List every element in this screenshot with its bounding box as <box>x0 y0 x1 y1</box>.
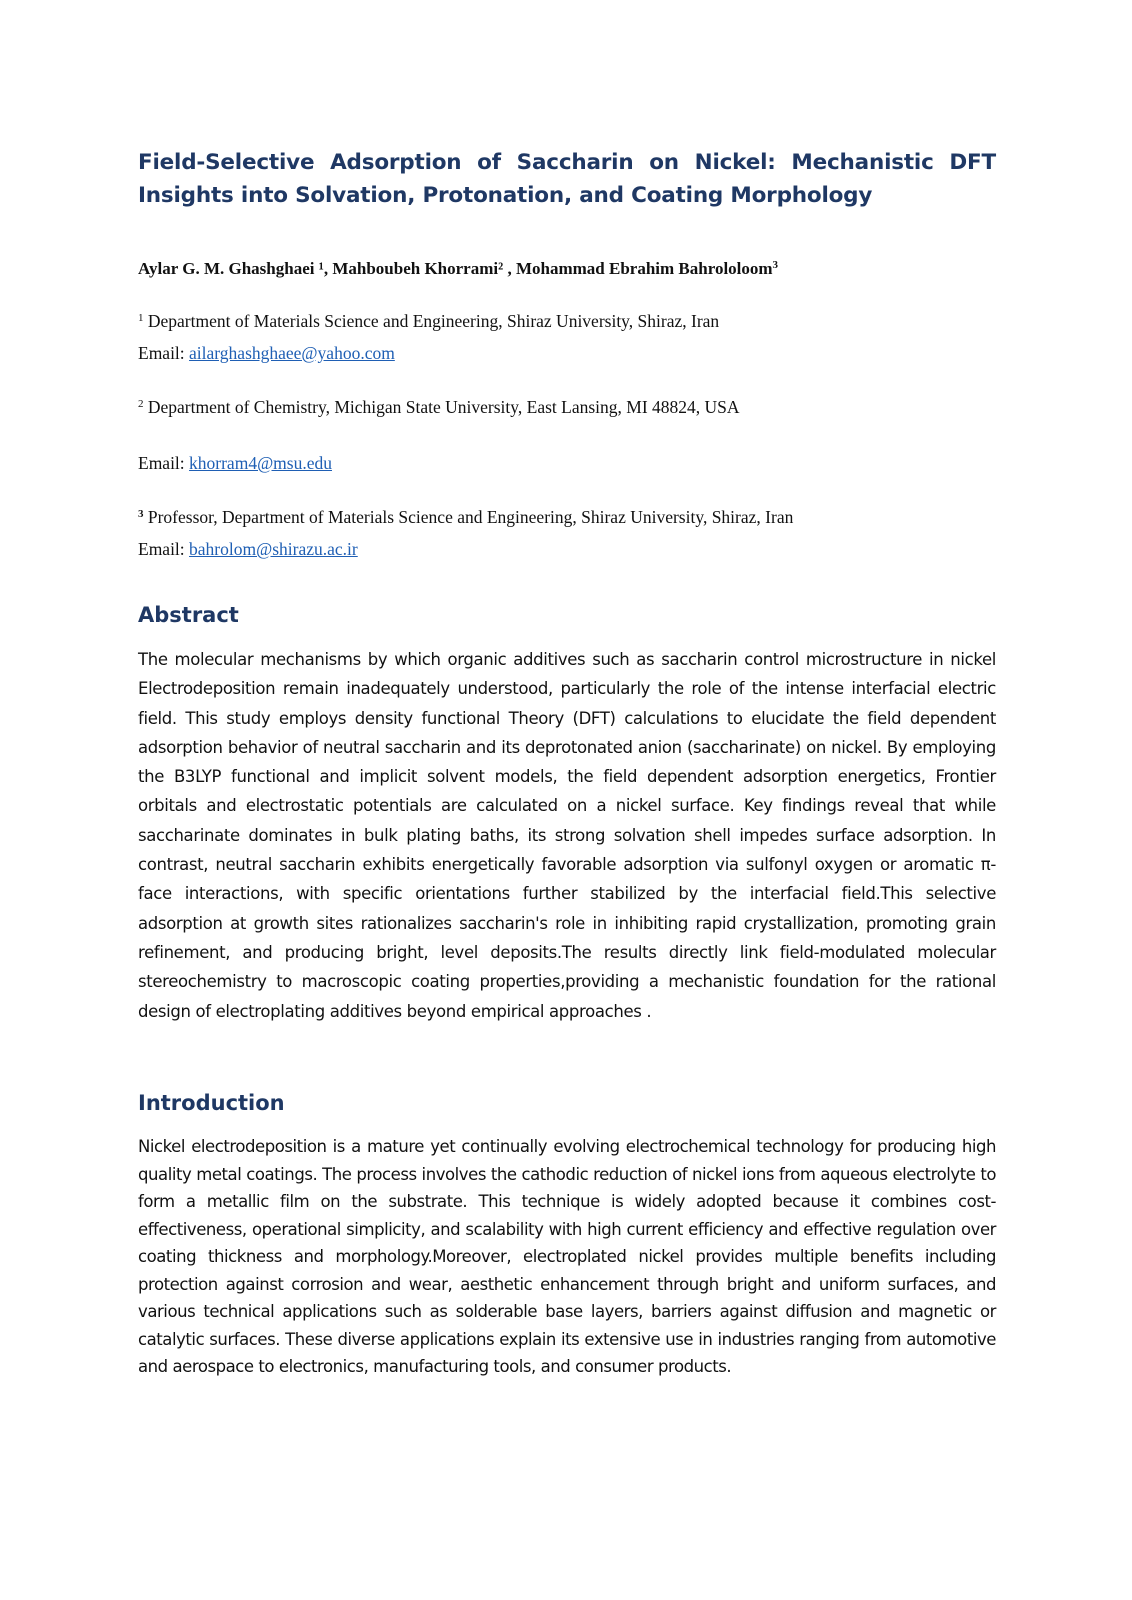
author-name: Aylar G. M. Ghashghaei ¹ <box>138 259 324 278</box>
author-name: , Mahboubeh Khorrami² <box>323 259 504 278</box>
email-link[interactable]: bahrolom@shirazu.ac.ir <box>189 539 358 559</box>
email-link[interactable]: ailarghashghaee@yahoo.com <box>189 343 395 363</box>
author-superscript: 3 <box>772 259 779 271</box>
affiliation-marker: 3 <box>138 508 144 520</box>
email-label: Email: <box>138 453 190 473</box>
introduction-heading: Introduction <box>138 1091 285 1115</box>
affiliation-marker: 2 <box>138 398 144 410</box>
paper-title: Field-Selective Adsorption of Saccharin on Nickel: Mechanistic DFT Insights into Solvation, Protonation, and Coating Morphology <box>138 150 996 208</box>
affiliation-text: Department of Chemistry, Michigan State University, East Lansing, MI 48824, USA <box>143 397 740 417</box>
introduction-text: Nickel electrodeposition is a mature yet continually evolving electrochemical technology for producing high quality metal coatings. The process involves the cathodic reduction of nickel ions from aqueous electrolyte to form a metallic film on the substrate. This technique is widely adopted because it combines cost-effectiveness, operational simplicity, and scalability with high current efficiency and effective regulation over coating thickness and morphology.Moreover, electroplated nickel provides multiple benefits including protection against corrosion and wear, aesthetic enhancement through bright and uniform surfaces, and various technical applications such as solderable base layers, barriers against diffusion and magnetic or catalytic surfaces. These diverse applications explain its extensive use in industries ranging from automotive and aerospace to electronics, manufacturing tools, and consumer products. <box>138 1137 996 1376</box>
affiliation-marker: 1 <box>138 312 144 324</box>
abstract-heading: Abstract <box>138 603 239 627</box>
affiliation-2-email-line <box>138 452 332 474</box>
affiliation-1 <box>138 310 719 332</box>
affiliation-2 <box>138 396 740 418</box>
affiliation-1-email-line <box>138 342 395 364</box>
affiliation-3 <box>138 506 793 528</box>
author-name: , Mohammad Ebrahim Bahrololoom <box>503 259 773 278</box>
email-label: Email: <box>138 343 190 363</box>
email-link[interactable]: khorram4@msu.edu <box>189 453 332 473</box>
author-list <box>138 258 778 280</box>
affiliation-text: Department of Materials Science and Engineering, Shiraz University, Shiraz, Iran <box>143 311 720 331</box>
affiliation-text: Professor, Department of Materials Science and Engineering, Shiraz University, Shiraz, Iran <box>143 507 794 527</box>
email-label: Email: <box>138 539 190 559</box>
affiliation-3-email-line <box>138 538 358 560</box>
abstract-text: The molecular mechanisms by which organic additives such as saccharin control microstructure in nickel Electrodeposition remain inadequately understood, particularly the role of the intense interfacial electric field. This study employs density functional Theory (DFT) calculations to elucidate the field dependent adsorption behavior of neutral saccharin and its deprotonated anion (saccharinate) on nickel. By employing the B3LYP functional and implicit solvent models, the field dependent adsorption energetics, Frontier orbitals and electrostatic potentials are calculated on a nickel surface. Key findings reveal that while saccharinate dominates in bulk plating baths, its strong solvation shell impedes surface adsorption. In contrast, neutral saccharin exhibits energetically favorable adsorption via sulfonyl oxygen or aromatic π-face interactions, with specific orientations further stabilized by the interfacial field.This selective adsorption at growth sites rationalizes saccharin's role in inhibiting rapid crystallization, promoting grain refinement, and producing bright, level deposits.The results directly link field-modulated molecular stereochemistry to macroscopic coating properties,providing a mechanistic foundation for the rational design of electroplating additives beyond empirical approaches . <box>138 650 996 1021</box>
